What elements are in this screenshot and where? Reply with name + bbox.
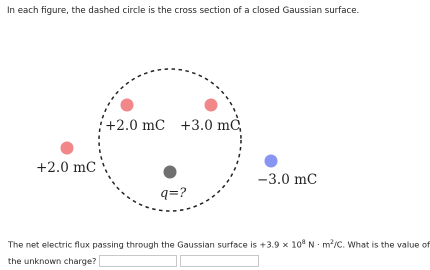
- charge-label-2: +3.0 mC: [180, 118, 241, 134]
- question-text: [8, 239, 430, 250]
- unknown-charge-dot: [164, 166, 177, 179]
- question-prefix: The net electric flux passing through the Gaussian surface is +3.9 × 10: [8, 239, 302, 250]
- question-units: N · m: [305, 239, 331, 250]
- unknown-charge-label: q=?: [160, 186, 187, 201]
- answer-input-units[interactable]: [180, 255, 259, 267]
- charge-dot-1: [121, 99, 134, 112]
- charge-dot-2: [205, 99, 218, 112]
- charge-label-1: +2.0 mC: [105, 118, 166, 134]
- charge-label-3: +2.0 mC: [36, 160, 97, 176]
- question-exponent: 8: [301, 239, 306, 246]
- question-suffix: /C. What is the value of: [334, 239, 430, 250]
- question-units-exponent: 2: [330, 239, 334, 246]
- intro-text: In each figure, the dashed circle is the cross section of a closed Gaussian surface.: [7, 6, 360, 16]
- charge-dot-3: [61, 142, 74, 155]
- charge-label-4: −3.0 mC: [257, 172, 318, 188]
- question-line2: the unknown charge?: [8, 256, 97, 266]
- answer-input-value[interactable]: [99, 255, 177, 267]
- charge-dot-4: [265, 155, 278, 168]
- answer-row: [8, 255, 259, 267]
